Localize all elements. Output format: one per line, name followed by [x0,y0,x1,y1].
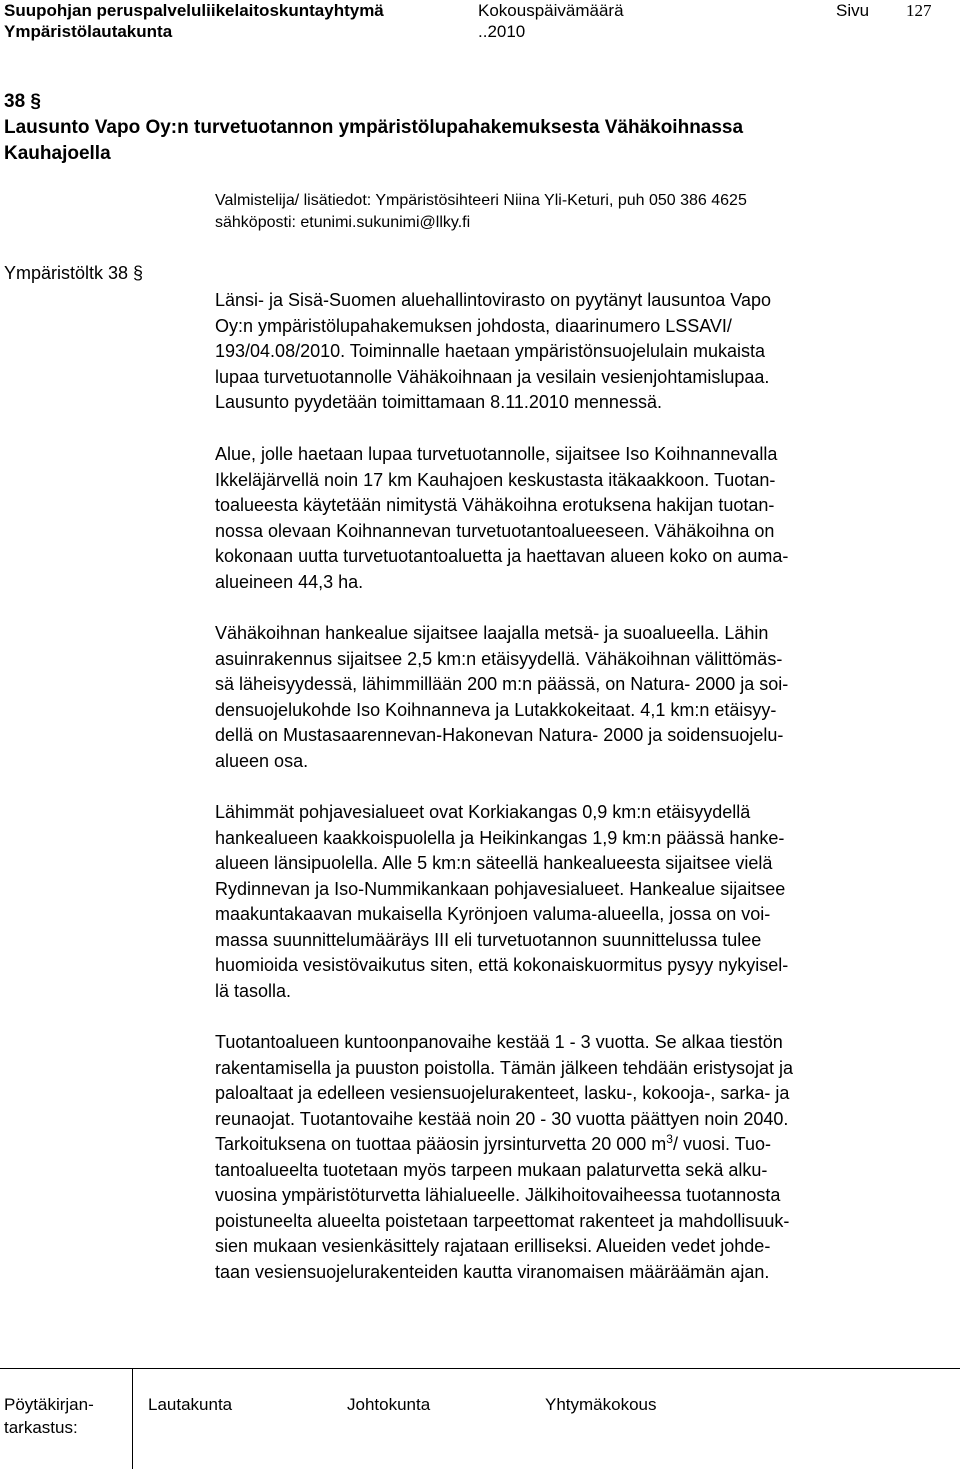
text-line: nossa olevaan Koihnannevan turvetuotantoalueeseen. Vähäkoihna on [215,520,775,541]
superscript-exponent: 3 [666,1132,673,1146]
meeting-date-label: Kokouspäivämäärä [478,1,624,20]
committee-reference: Ympäristöltk 38 § [4,263,144,283]
paragraph-area [215,442,935,595]
committee-name: Ympäristölautakunta [4,22,173,41]
text-line: dellä on Mustasaarennevan-Hakonevan Natura- 2000 ja soidensuojelu- [215,725,784,745]
text-line: toalueesta käytetään nimitystä Vähäkoihna erotuksena hakijan tuotan- [215,495,775,515]
text-line: Vähäkoihnan hankealue sijaitsee laajalla metsä- ja suoalueella. Lähin [215,623,769,643]
organization-name: Suupohjan peruspalveluliikelaitoskuntayhtymä [4,1,384,20]
text-line: Tuotantoalueen kuntoonpanovaihe kestää 1 - 3 vuotta. Se alkaa tiestön [215,1032,783,1052]
footer-directors-label: Johtokunta [347,1395,431,1414]
text-line: Lähimmät pohjavesialueet ovat Korkiakangas 0,9 km:n etäisyydellä [215,802,751,822]
footer-divider [0,1368,960,1369]
footer-review-label-line-2: tarkastus: [4,1418,78,1437]
text-line: Länsi- ja Sisä-Suomen aluehallintovirasto on pyytänyt lausuntoa Vapo [215,290,772,310]
page-number: 127 [906,1,932,20]
text-line: Oy:n ympäristölupahakemuksen johdosta, diaarinumero LSSAVI/ [215,315,732,336]
text-line: hankealueen kaakkoispuolella ja Heikinkangas 1,9 km:n päässä hanke- [215,827,785,848]
text-line: paloaltaat ja edelleen vesiensuojelurakenteet, lasku-, kokooja-, sarka- ja [215,1083,790,1103]
text-line: alueen länsipuolella. Alle 5 km:n säteellä hankealueesta sijaitsee vielä [215,853,773,873]
preparer-line: Valmistelija/ lisätiedot: Ympäristösihteeri Niina Yli-Keturi, puh 050 386 4625 [215,192,747,209]
paragraph-groundwater [215,800,935,1004]
footer-board-label: Lautakunta [148,1395,233,1414]
section-title-line-1: Lausunto Vapo Oy:n turvetuotannon ympäristölupahakemuksesta Vähäkoihnassa [4,117,744,138]
paragraph-production [215,1030,935,1285]
paragraph-request [215,288,935,416]
text-line: Alue, jolle haetaan lupaa turvetuotannolle, sijaitsee Iso Koihnannevalla [215,444,778,464]
footer-review-label-line-1: Pöytäkirjan- [4,1395,94,1414]
text-line: Lausunto pyydetään toimittamaan 8.11.2010 mennessä. [215,392,662,412]
text-line: taan vesiensuojelurakenteiden kautta viranomaisen määräämän ajan. [215,1261,770,1282]
text-line: alueen osa. [215,750,309,771]
section-title-line-2: Kauhajoella [4,143,111,164]
text-line: 193/04.08/2010. Toiminnalle haetaan ympäristönsuojelulain mukaista [215,341,766,361]
text-line: alueineen 44,3 ha. [215,571,364,592]
text-line: Tarkoituksena on tuottaa pääosin jyrsinturvetta 20 000 $m^3/$ vuosi. Tuo- [215,1132,771,1154]
paragraph-surroundings [215,621,935,774]
text-line: rakentamisella ja puuston poistolla. Tämän jälkeen tehdään eristysojat ja [215,1057,794,1078]
text-line: massa suunnittelumääräys III eli turvetuotannon suunnittelussa tulee [215,929,762,950]
text-line: lupaa turvetuotannolle Vähäkoihnaan ja vesilain vesienjohtamislupaa. [215,366,770,387]
text-line: sä läheisyydessä, lähimmillään 200 m:n päässä, on Natura- 2000 ja soi- [215,674,789,694]
text-line: Rydinnevan ja Iso-Nummikankaan pohjavesialueet. Hankealue sijaitsee [215,878,786,899]
page-label: Sivu [836,1,870,20]
text-line: lä tasolla. [215,980,292,1001]
text-line: densuojelukohde Iso Koihnanneva ja Lutakkokeitaat. 4,1 km:n etäisyy- [215,699,777,720]
text-line: reunaojat. Tuotantovaihe kestää noin 20 - 30 vuotta päättyen noin 2040. [215,1108,789,1129]
preparer-email: sähköposti: etunimi.sukunimi@llky.fi [215,214,471,231]
footer-assembly-label: Yhtymäkokous [545,1395,657,1414]
text-line: huomioida vesistövaikutus siten, että kokonaiskuormitus pysyy nykyisel- [215,955,789,975]
text-line: sien mukaan vesienkäsittely rajataan erilliseksi. Alueiden vedet johde- [215,1236,771,1256]
text-line: maakuntakaavan mukaisella Kyrönjoen valuma-alueella, jossa on voi- [215,904,771,924]
text-line: poistuneelta alueelta poistetaan tarpeettomat rakenteet ja mahdollisuuk- [215,1210,790,1231]
text-line: vuosina ympäristöturvetta lähialueelle. Jälkihoitovaiheessa tuotannosta [215,1185,781,1205]
text-line: Ikkeläjärvellä noin 17 km Kauhajoen keskustasta itäkaakkoon. Tuotan- [215,469,776,490]
text-line: kokonaan uutta turvetuotantoaluetta ja haettavan alueen koko on auma- [215,546,789,566]
footer-column-divider [132,1368,133,1469]
text-line: tantoalueelta tuotetaan myös tarpeen mukaan palaturvetta sekä alku- [215,1159,768,1180]
section-sign: § [30,91,41,112]
section-number: 38 § [4,91,41,112]
text-line: asuinrakennus sijaitsee 2,5 km:n etäisyydellä. Vähäkoihnan välittömäs- [215,648,783,669]
meeting-date-value: ..2010 [478,22,526,41]
